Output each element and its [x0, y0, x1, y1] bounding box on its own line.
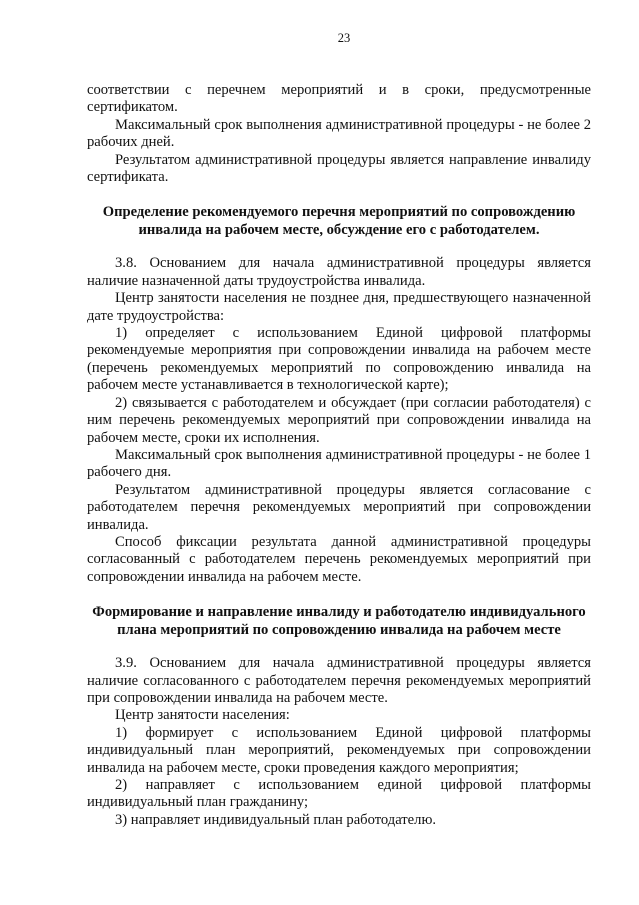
- list-item-sends-plan-citizen: 2) направляет с использованием единой цифровой платформы индивидуальный план гражданину;: [87, 777, 591, 811]
- section-heading-individual-plan: Формирование и направление инвалиду и работодателю индивидуального плана мероприятий по сопровождению инвалида на рабочем месте: [92, 604, 586, 639]
- paragraph-3-9-basis: 3.9. Основанием для начала административной процедуры является наличие согласованного с работодателем перечня рекомендуемых мероприятий при сопровождении инвалида на рабочем месте.: [87, 655, 591, 706]
- paragraph-max-term-2-days: Максимальный срок выполнения административной процедуры - не более 2 рабочих дней.: [87, 116, 591, 151]
- list-item-forms-plan: 1) формирует с использованием Единой цифровой платформы индивидуальный план мероприятий, рекомендуемых при сопровождении инвалида на рабочем месте, сроки проведения каждого мероприятия;: [87, 724, 591, 776]
- list-item-determines-measures: 1) определяет с использованием Единой цифровой платформы рекомендуемые мероприятия при сопровождении инвалида на рабочем месте (перечень рекомендуемых мероприятий по сопровождению инвалида на рабочем месте устанавливается в технологической карте);: [87, 325, 591, 394]
- paragraph-3-8-basis: 3.8. Основанием для начала административной процедуры является наличие назначенной даты трудоустройства инвалида.: [87, 255, 591, 289]
- spacer: [87, 186, 591, 203]
- paragraph-employment-center: Центр занятости населения:: [115, 707, 290, 724]
- paragraph-fixation-method: Способ фиксации результата данной административной процедуры согласованный с работодателем перечень рекомендуемых мероприятий при сопровождении инвалида на рабочем месте.: [87, 533, 591, 585]
- paragraph-certificate-continuation: соответствии с перечнем мероприятий и в сроки, предусмотренные сертификатом.: [87, 82, 591, 116]
- spacer: [87, 239, 591, 255]
- paragraph-max-term-1-day: Максимальный срок выполнения административной процедуры - не более 1 рабочего дня.: [87, 446, 591, 481]
- page-number: 23: [337, 31, 351, 45]
- paragraph-result-agreement: Результатом административной процедуры является согласование с работодателем перечня рекомендуемых мероприятий при сопровождении инвалида.: [87, 481, 591, 533]
- list-item-sends-plan-employer: 3) направляет индивидуальный план работодателю.: [115, 811, 436, 828]
- paragraph-employment-center-deadline: Центр занятости населения не позднее дня, предшествующего назначенной дате трудоустройства:: [87, 290, 591, 324]
- section-heading-recommended-list: Определение рекомендуемого перечня мероприятий по сопровождению инвалида на рабочем месте, обсуждение его с работодателем.: [102, 204, 576, 239]
- spacer: [87, 639, 591, 655]
- spacer: [87, 586, 591, 603]
- paragraph-result-certificate: Результатом административной процедуры является направление инвалиду сертификата.: [87, 151, 591, 186]
- list-item-contacts-employer: 2) связывается с работодателем и обсуждает (при согласии работодателя) с ним перечень рекомендуемых мероприятий при сопровождении инвалида на рабочем месте, сроки их исполнения.: [87, 394, 591, 446]
